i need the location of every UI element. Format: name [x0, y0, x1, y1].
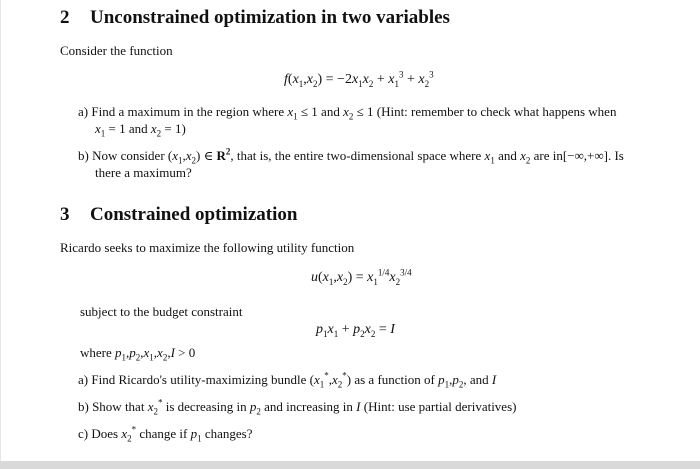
section-2-intro: Consider the function [60, 43, 173, 58]
section-3-number: 3 [60, 204, 70, 225]
section-2-part-a-line-2: $x_1 = 1$ and $x_2 = 1$) [95, 121, 186, 139]
page-edge [0, 0, 1, 469]
section-2-part-b-line-2: there a maximum? [95, 165, 192, 180]
section-3-part-a: a) Find Ricardo's utility-maximizing bundle $(x_1^*,x_2^*)$ as a function of $p_1,p_2$, and I [78, 370, 497, 390]
section-3-intro: Ricardo seeks to maximize the following utility function [60, 240, 355, 255]
budget-formula: $p_1x_1 + p_2x_2 = I$ [316, 322, 395, 339]
section-2-part-b-line-1: b) Now consider $(x_1,x_2)$ ∈ $R^2$, that is, the entire two-dimensional space where $x_1$ and $x_2$ are in[−∞,+∞]. Is [78, 146, 624, 166]
section-2-number: 2 [60, 7, 70, 28]
section-2-title: Unconstrained optimization in two variables [90, 7, 450, 28]
section-3-part-c: c) Does $x_2^*$ change if $p_1$ changes? [78, 424, 253, 444]
section-3-part-b: b) Show that $x_2^*$ is decreasing in $p_2$ and increasing in I (Hint: use partial derivatives) [78, 397, 517, 417]
section-3-title: Constrained optimization [90, 204, 298, 225]
section-2-heading [60, 7, 450, 29]
function-formula: $f(x_1,x_2) = -2x_1x_2 + x_1^3 + x_2^3$ [284, 69, 434, 89]
bottom-divider [0, 461, 700, 469]
budget-intro: subject to the budget constraint [80, 304, 243, 319]
where-clause: where $p_1,p_2,x_1,x_2,I > 0$ [80, 345, 196, 363]
utility-formula: $u(x_1,x_2) = x_1^{1/4}x_2^{3/4}$ [311, 267, 412, 287]
section-3-heading [60, 204, 297, 226]
section-2-part-a-line-1: a) Find a maximum in the region where $x_1 \le 1$ and $x_2 \le 1$ (Hint: remember to check what happens when [78, 104, 617, 122]
